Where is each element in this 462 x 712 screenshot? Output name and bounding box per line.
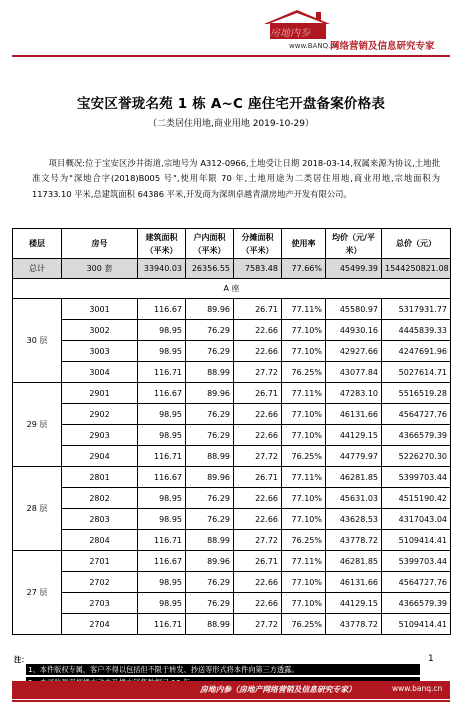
table-row	[13, 614, 451, 635]
table-cell: 5317931.77	[382, 299, 451, 320]
table-cell: 22.66	[234, 341, 282, 362]
table-row	[13, 467, 451, 488]
table-cell: 116.67	[138, 299, 186, 320]
table-cell: 76.29	[186, 404, 234, 425]
table-cell: 98.95	[138, 593, 186, 614]
table-cell: 98.95	[138, 404, 186, 425]
table-cell: 88.99	[186, 362, 234, 383]
table-cell: 26.71	[234, 551, 282, 572]
col-header: 分摊面积（平米）	[234, 229, 282, 259]
table-row	[13, 593, 451, 614]
table-cell: 77.10%	[282, 509, 326, 530]
header-tagline: 网络营销及信息研究专家	[330, 41, 435, 52]
section-label: A 座	[13, 279, 451, 299]
table-cell: 42927.66	[326, 341, 382, 362]
table-cell: 2802	[62, 488, 138, 509]
table-cell: 89.96	[186, 467, 234, 488]
table-cell: 98.95	[138, 572, 186, 593]
total-cell: 7583.48	[234, 259, 282, 279]
footer-divider	[12, 700, 450, 702]
table-cell: 5399703.44	[382, 551, 451, 572]
document-title: 宝安区誉珑名苑 1 栋 A~C 座住宅开盘备案价格表	[76, 96, 386, 112]
table-cell: 22.66	[234, 593, 282, 614]
total-row	[13, 259, 451, 279]
table-cell: 2904	[62, 446, 138, 467]
table-cell: 2901	[62, 383, 138, 404]
page-number: 1	[428, 654, 434, 664]
table-cell: 26.71	[234, 467, 282, 488]
table-cell: 98.95	[138, 488, 186, 509]
footer-brand: 房地内参（房地产网络营销及信息研究专家）	[200, 685, 356, 694]
table-cell: 4366579.39	[382, 425, 451, 446]
brand-url: www.BANQ.cn	[289, 42, 339, 50]
table-cell: 46281.85	[326, 551, 382, 572]
table-row	[13, 509, 451, 530]
table-cell: 46281.85	[326, 467, 382, 488]
table-cell: 76.25%	[282, 614, 326, 635]
table-cell: 88.99	[186, 614, 234, 635]
table-cell: 4366579.39	[382, 593, 451, 614]
table-cell: 2703	[62, 593, 138, 614]
table-cell: 116.71	[138, 362, 186, 383]
col-header: 总价（元）	[382, 229, 451, 259]
table-cell: 76.25%	[282, 446, 326, 467]
table-cell: 27.72	[234, 614, 282, 635]
table-cell: 44129.15	[326, 593, 382, 614]
table-cell: 2701	[62, 551, 138, 572]
project-overview	[32, 156, 440, 202]
table-cell: 22.66	[234, 509, 282, 530]
table-cell: 43778.72	[326, 530, 382, 551]
table-cell: 77.10%	[282, 404, 326, 425]
col-header: 房号	[62, 229, 138, 259]
table-cell: 22.66	[234, 425, 282, 446]
col-header: 使用率	[282, 229, 326, 259]
table-cell: 26.71	[234, 383, 282, 404]
table-row	[13, 404, 451, 425]
table-cell: 43077.84	[326, 362, 382, 383]
note-item: 1、本件版权专属，客户不得以包括但不限于转发、抄送等形式将本件向第三方透露。	[26, 664, 420, 675]
table-cell: 2902	[62, 404, 138, 425]
table-cell: 76.29	[186, 593, 234, 614]
table-cell: 89.96	[186, 383, 234, 404]
total-cell: 1544250821.08	[382, 259, 451, 279]
table-cell: 76.25%	[282, 530, 326, 551]
table-cell: 2803	[62, 509, 138, 530]
table-row	[13, 299, 451, 320]
table-cell: 4317043.04	[382, 509, 451, 530]
table-header-row	[13, 229, 451, 259]
table-cell: 22.66	[234, 404, 282, 425]
total-cell: 45499.39	[326, 259, 382, 279]
table-cell: 27.72	[234, 446, 282, 467]
table-cell: 22.66	[234, 320, 282, 341]
col-header: 户内面积（平米）	[186, 229, 234, 259]
table-cell: 5516519.28	[382, 383, 451, 404]
table-cell: 116.71	[138, 446, 186, 467]
table-cell: 76.25%	[282, 362, 326, 383]
total-cell: 33940.03	[138, 259, 186, 279]
table-cell: 2801	[62, 467, 138, 488]
table-cell: 4564727.76	[382, 404, 451, 425]
header-divider	[12, 55, 450, 57]
section-row	[13, 279, 451, 299]
table-cell: 89.96	[186, 551, 234, 572]
table-cell: 77.10%	[282, 341, 326, 362]
table-cell: 4564727.76	[382, 572, 451, 593]
table-cell: 2804	[62, 530, 138, 551]
table-cell: 26.71	[234, 299, 282, 320]
table-row	[13, 530, 451, 551]
total-cell: 300 套	[62, 259, 138, 279]
floor-label: 27 层	[13, 551, 62, 635]
table-cell: 77.10%	[282, 572, 326, 593]
brand-name: 房地内参	[270, 28, 310, 39]
table-cell: 2704	[62, 614, 138, 635]
table-row	[13, 320, 451, 341]
price-table	[12, 228, 451, 635]
table-cell: 4515190.42	[382, 488, 451, 509]
table-cell: 77.11%	[282, 383, 326, 404]
table-cell: 45631.03	[326, 488, 382, 509]
table-row	[13, 446, 451, 467]
table-cell: 77.10%	[282, 320, 326, 341]
table-cell: 98.95	[138, 341, 186, 362]
table-cell: 76.29	[186, 488, 234, 509]
table-cell: 116.71	[138, 614, 186, 635]
table-cell: 46131.66	[326, 404, 382, 425]
col-header: 均价（元/平米）	[326, 229, 382, 259]
table-cell: 116.71	[138, 530, 186, 551]
table-cell: 44930.16	[326, 320, 382, 341]
floor-label: 29 层	[13, 383, 62, 467]
table-cell: 98.95	[138, 425, 186, 446]
table-cell: 77.10%	[282, 425, 326, 446]
table-cell: 88.99	[186, 446, 234, 467]
table-row	[13, 425, 451, 446]
floor-label: 28 层	[13, 467, 62, 551]
table-cell: 98.95	[138, 320, 186, 341]
table-cell: 3004	[62, 362, 138, 383]
floor-label: 30 层	[13, 299, 62, 383]
table-cell: 76.29	[186, 341, 234, 362]
table-cell: 27.72	[234, 530, 282, 551]
table-cell: 5109414.41	[382, 614, 451, 635]
table-row	[13, 341, 451, 362]
table-cell: 5226270.30	[382, 446, 451, 467]
table-cell: 77.10%	[282, 593, 326, 614]
table-cell: 116.67	[138, 467, 186, 488]
table-cell: 88.99	[186, 530, 234, 551]
table-row	[13, 488, 451, 509]
col-header: 建筑面积（平米）	[138, 229, 186, 259]
footer-url: www.banq.cn	[392, 684, 443, 693]
notes-label: 注：	[14, 655, 29, 664]
table-cell: 77.11%	[282, 467, 326, 488]
document-subtitle: （二类居住用地,商业用地 2019-10-29）	[147, 119, 315, 129]
table-cell: 45580.97	[326, 299, 382, 320]
table-row	[13, 551, 451, 572]
table-row	[13, 383, 451, 404]
table-cell: 2702	[62, 572, 138, 593]
table-cell: 43628.53	[326, 509, 382, 530]
col-header: 楼层	[13, 229, 62, 259]
total-cell: 77.66%	[282, 259, 326, 279]
table-cell: 47283.10	[326, 383, 382, 404]
total-cell: 26356.55	[186, 259, 234, 279]
table-cell: 77.11%	[282, 299, 326, 320]
table-cell: 44129.15	[326, 425, 382, 446]
table-cell: 43778.72	[326, 614, 382, 635]
table-cell: 2903	[62, 425, 138, 446]
table-cell: 76.29	[186, 320, 234, 341]
page-header	[0, 0, 462, 58]
table-cell: 3003	[62, 341, 138, 362]
table-cell: 76.29	[186, 509, 234, 530]
table-cell: 4247691.96	[382, 341, 451, 362]
table-row	[13, 572, 451, 593]
table-cell: 89.96	[186, 299, 234, 320]
table-row	[13, 362, 451, 383]
table-cell: 27.72	[234, 362, 282, 383]
table-cell: 5027614.71	[382, 362, 451, 383]
table-cell: 5399703.44	[382, 467, 451, 488]
table-cell: 22.66	[234, 488, 282, 509]
table-cell: 98.95	[138, 509, 186, 530]
table-cell: 76.29	[186, 572, 234, 593]
overview-text: 项目概况:位于宝安区沙井街道,宗地号为 A312-0966,土地受让日期 2018-03-14,权属来源为协议,土地批准文号为"深地合字(2018)B005 号",使用年限 70 年,土地用途为二类居住用地,商业用地,宗地面积为 11733.10 平米,总建筑面积 64386 平米,开发商为深圳卓越青湖房地产开发有限公司。	[32, 158, 440, 199]
table-cell: 3002	[62, 320, 138, 341]
table-cell: 46131.66	[326, 572, 382, 593]
table-cell: 4445839.33	[382, 320, 451, 341]
table-cell: 76.29	[186, 425, 234, 446]
table-cell: 77.11%	[282, 551, 326, 572]
table-cell: 116.67	[138, 551, 186, 572]
table-cell: 77.10%	[282, 488, 326, 509]
table-cell: 3001	[62, 299, 138, 320]
table-cell: 22.66	[234, 572, 282, 593]
table-cell: 44779.97	[326, 446, 382, 467]
table-cell: 116.67	[138, 383, 186, 404]
total-cell: 总计	[13, 259, 62, 279]
table-cell: 5109414.41	[382, 530, 451, 551]
